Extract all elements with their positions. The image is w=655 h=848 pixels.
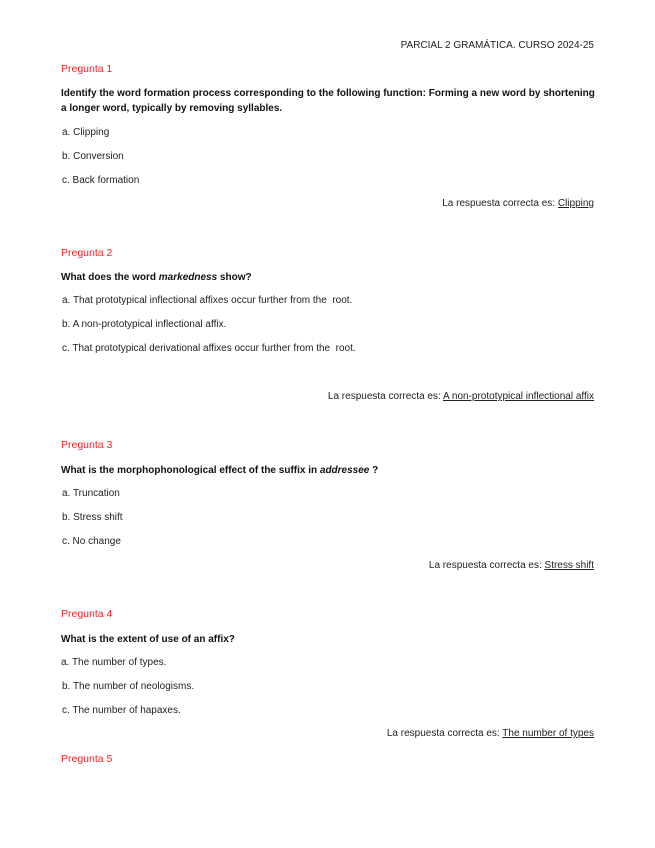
answer-prefix: La respuesta correcta es:	[442, 198, 558, 209]
question-label: Pregunta 5	[61, 753, 113, 765]
answer-value: The number of types	[502, 728, 594, 739]
option-b: b. Stress shift	[62, 512, 123, 523]
option-b: b. The number of neologisms.	[62, 681, 195, 692]
option-b: b. A non-prototypical inflectional affix.	[62, 319, 227, 330]
option-c: c. The number of hapaxes.	[62, 705, 181, 716]
option-a: a. Clipping	[62, 127, 110, 138]
question-text-after: ?	[369, 465, 379, 476]
question-label: Pregunta 4	[61, 608, 113, 620]
option-c: c. No change	[62, 536, 121, 547]
option-a: a. The number of types.	[61, 657, 167, 668]
answer-value: Stress shift	[544, 560, 594, 571]
question-text: What is the extent of use of an affix?	[61, 634, 235, 645]
correct-answer	[429, 560, 594, 571]
question-text: Identify the word formation process corresponding to the following function: Forming a new word by shortening a longer word, typically by removing syllables.	[61, 88, 595, 114]
question-text-before: What does the word	[61, 272, 159, 283]
answer-prefix: La respuesta correcta es:	[428, 560, 545, 571]
question-text-before: What is the morphophonological effect of the suffix in	[61, 465, 320, 476]
question-text	[61, 270, 596, 285]
answer-prefix: La respuesta correcta es:	[327, 391, 443, 402]
question-label: Pregunta 3	[61, 439, 113, 451]
option-b: b. Conversion	[62, 151, 124, 162]
option-a: a. That prototypical inflectional affixes occur further from the root.	[62, 295, 353, 306]
question-text-emphasis: markedness	[158, 272, 218, 283]
correct-answer	[442, 198, 594, 209]
question-text-emphasis: addressee	[319, 465, 370, 476]
answer-value: A non-prototypical inflectional affix	[442, 391, 594, 402]
option-c: c. Back formation	[62, 175, 140, 186]
answer-prefix: La respuesta correcta es:	[386, 728, 503, 739]
correct-answer	[328, 391, 594, 402]
correct-answer	[387, 728, 594, 739]
option-a: a. Truncation	[62, 488, 120, 499]
option-c: c. That prototypical derivational affixes occur further from the root.	[62, 343, 356, 354]
page-header: PARCIAL 2 GRAMÁTICA. CURSO 2024-25	[400, 40, 594, 51]
question-text-after: show?	[217, 272, 252, 283]
question-text	[61, 463, 596, 478]
question-label: Pregunta 2	[61, 247, 113, 259]
answer-value: Clipping	[557, 198, 594, 209]
question-label: Pregunta 1	[61, 63, 113, 75]
